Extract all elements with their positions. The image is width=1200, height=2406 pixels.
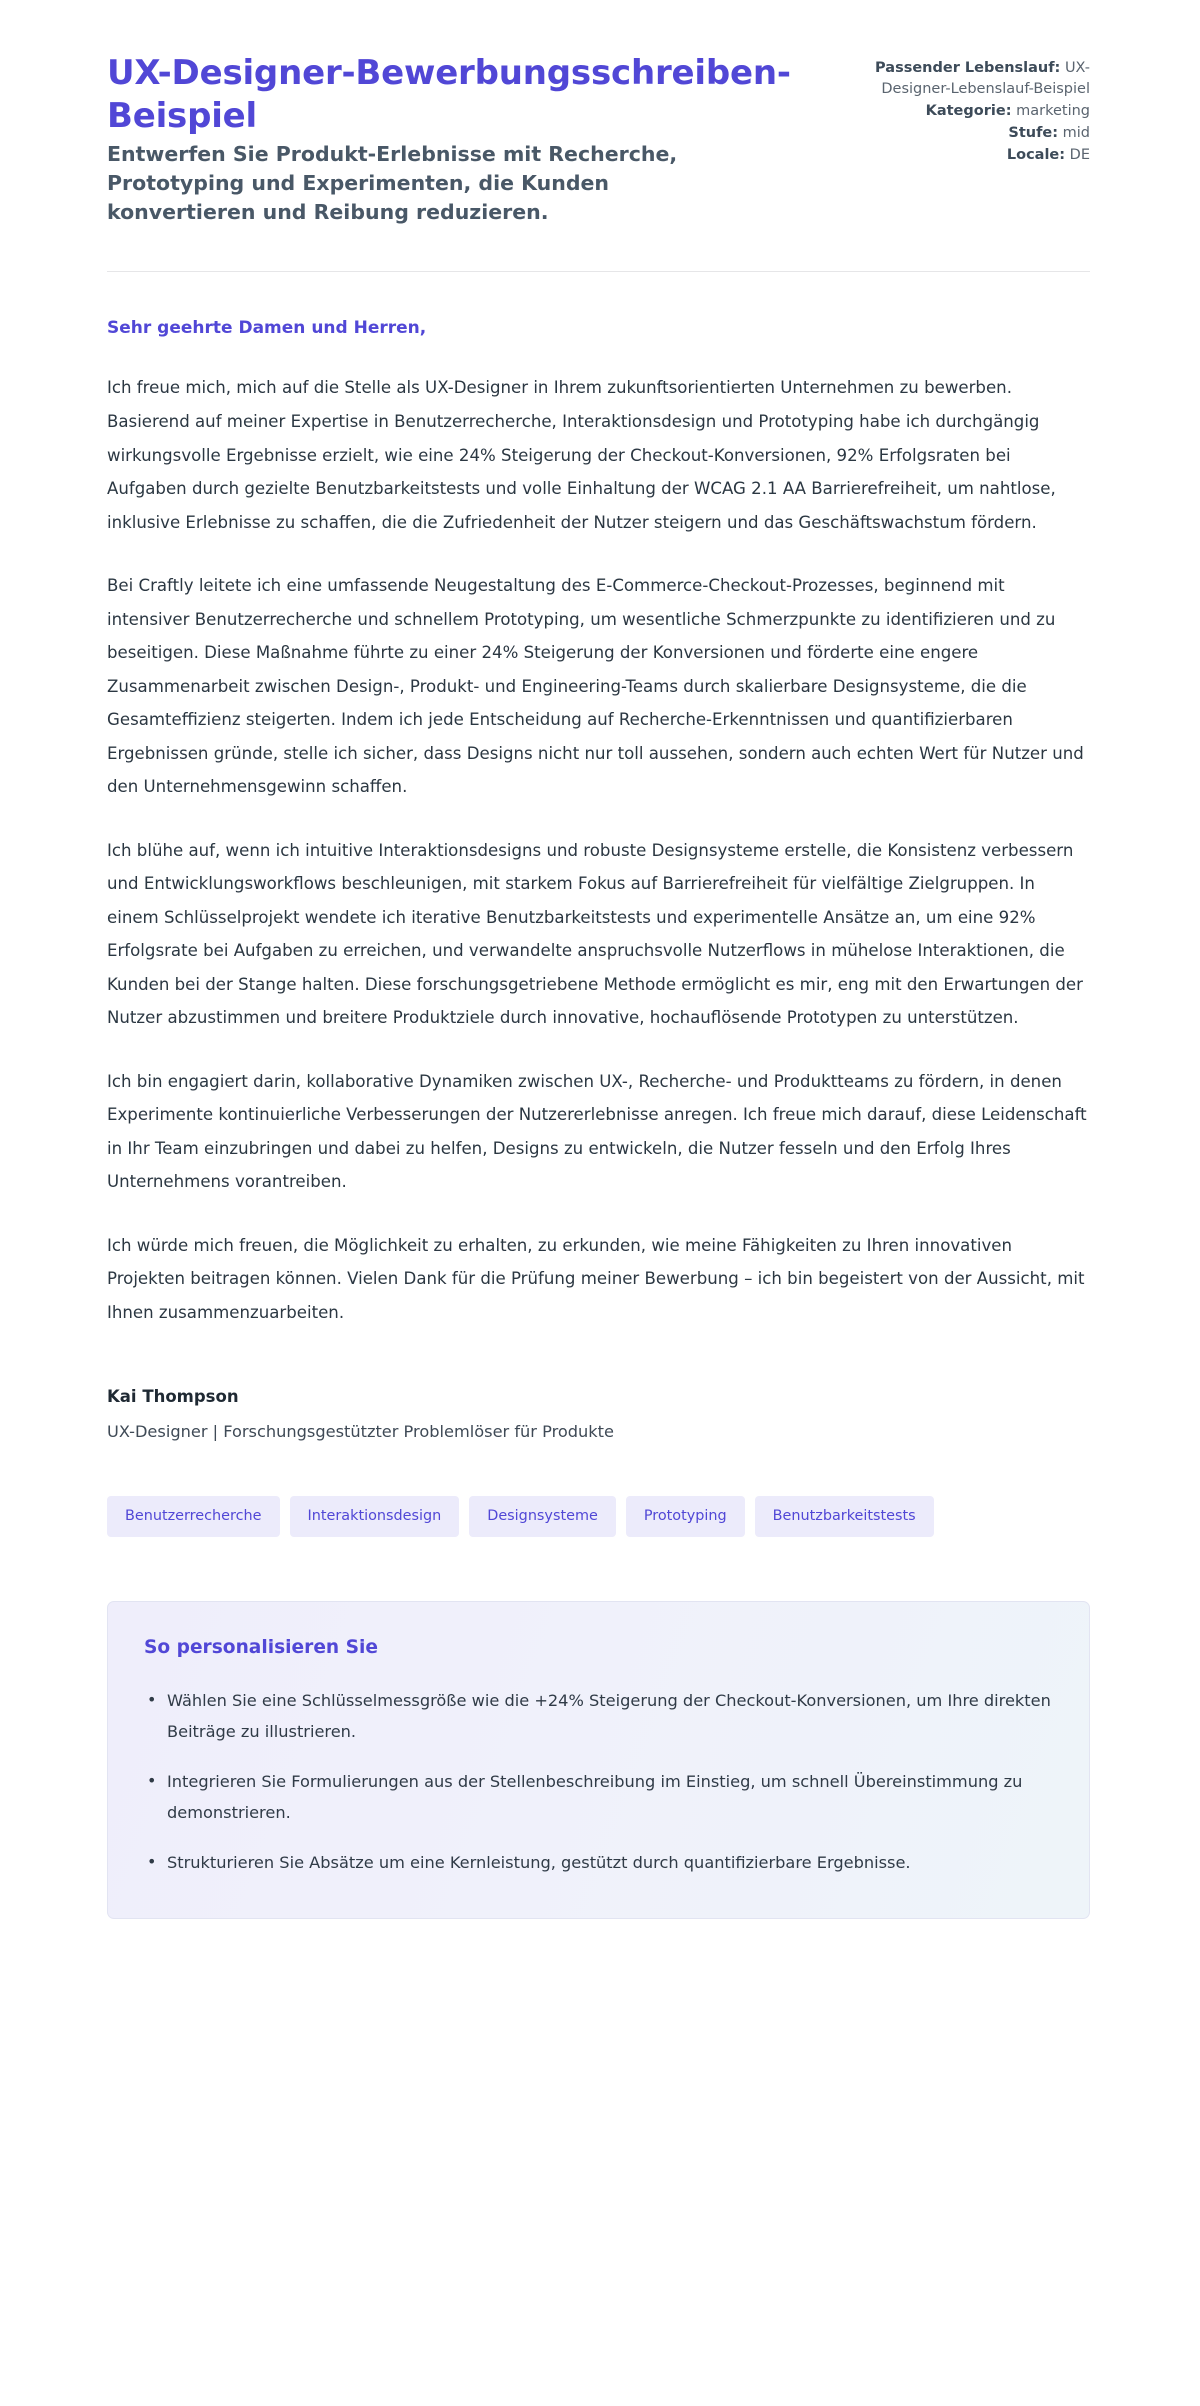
page-title: UX-Designer-Bewerbungsschreiben-Beispiel xyxy=(107,53,791,136)
header-divider xyxy=(107,271,1090,272)
letter-paragraph: Ich bin engagiert darin, kollaborative Dynamiken zwischen UX-, Recherche- und Produktteams zu fördern, in denen Experimente kontinuierliche Verbesserungen der Nutzererlebnisse anregen. Ich freue mich darauf, diese Leidenschaft in Ihr Team einzubringen und dabei zu helfen, Designs zu entwickeln, die Nutzer fesseln und den Erfolg Ihres Unternehmens vorantreiben. xyxy=(107,1071,1087,1192)
signature-role: UX-Designer | Forschungsgestützter Problemlöser für Produkte xyxy=(107,1422,614,1442)
letter-salutation: Sehr geehrte Damen und Herren, xyxy=(107,317,427,338)
meta-row-level xyxy=(855,123,1090,144)
callout-list xyxy=(144,1685,1053,1879)
letter-paragraph: Ich freue mich, mich auf die Stelle als UX-Designer in Ihrem zukunftsorientierten Unternehmen zu bewerben. Basierend auf meiner Expertise in Benutzerrecherche, Interaktionsdesign und Prototyping habe ich durchgängig wirkungsvolle Ergebnisse erzielt, wie eine 24% Steigerung der Checkout-Konversionen, 92% Erfolgsraten bei Aufgaben durch gezielte Benutzbarkeitstests und volle Einhaltung der WCAG 2.1 AA Barrierefreiheit, um nahtlose, inklusive Erlebnisse zu schaffen, die die Zufriedenheit der Nutzer steigern und das Geschäftswachstum fördern. xyxy=(107,378,1056,532)
header-title-block xyxy=(107,52,807,227)
skill-tag[interactable]: Benutzerrecherche xyxy=(107,1496,280,1536)
skill-tag[interactable]: Interaktionsdesign xyxy=(290,1496,460,1536)
skill-tag-list xyxy=(107,1496,1090,1536)
meta-label-matching-resume: Passender Lebenslauf: xyxy=(875,60,1061,76)
skill-tag[interactable]: Benutzbarkeitstests xyxy=(755,1496,934,1536)
letter-paragraph: Ich blühe auf, wenn ich intuitive Interaktionsdesigns und robuste Designsysteme erstelle, die Konsistenz verbessern und Entwicklungsworkflows beschleunigen, mit starkem Fokus auf Barrierefreiheit für vielfältige Zielgruppen. In einem Schlüsselprojekt wendete ich iterative Benutzbarkeitstests und experimentelle Ansätze an, um eine 92% Erfolgsrate bei Aufgaben zu erreichen, und verwandelte anspruchsvolle Nutzerflows in mühelose Interaktionen, die Kunden bei der Stange halten. Diese forschungsgetriebene Methode ermöglicht es mir, eng mit den Erwartungen der Nutzer abzustimmen und breitere Produktziele durch innovative, hochauflösende Prototypen zu unterstützen. xyxy=(107,840,1083,1028)
letter-paragraph: Ich würde mich freuen, die Möglichkeit zu erhalten, zu erkunden, wie meine Fähigkeiten zu Ihren innovativen Projekten beitragen können. Vielen Dank für die Prüfung meiner Bewerbung – ich bin begeistert von der Aussicht, mit Ihnen zusammenzuarbeiten. xyxy=(107,1235,1085,1322)
page-header xyxy=(0,0,1200,227)
callout-title: So personalisieren Sie xyxy=(144,1636,379,1658)
callout-list-item: • Strukturieren Sie Absätze um eine Kernleistung, gestützt durch quantifizierbare Ergebnisse. xyxy=(144,1847,1053,1878)
signature-name: Kai Thompson xyxy=(107,1387,239,1407)
cover-letter-body xyxy=(0,316,1200,1537)
meta-value-level: mid xyxy=(1062,124,1090,141)
meta-row-matching-resume xyxy=(855,58,1090,100)
signature-block xyxy=(107,1385,1090,1444)
skill-tag[interactable]: Designsysteme xyxy=(469,1496,616,1536)
callout-list-item: • Integrieren Sie Formulierungen aus der Stellenbeschreibung im Einstieg, um schnell Übereinstimmung zu demonstrieren. xyxy=(144,1766,1053,1828)
meta-value-category: marketing xyxy=(1016,102,1090,119)
meta-value-matching-resume: UX-Designer-Lebenslauf-Beispiel xyxy=(881,60,1090,97)
meta-row-locale xyxy=(855,145,1090,166)
document-metadata xyxy=(855,52,1090,166)
callout-list-item: • Wählen Sie eine Schlüsselmessgröße wie die +24% Steigerung der Checkout-Konversionen, um Ihre direkten Beiträge zu illustrieren. xyxy=(144,1685,1053,1747)
meta-label-locale: Locale: xyxy=(1006,146,1066,163)
meta-value-locale: DE xyxy=(1069,146,1090,163)
skill-tag[interactable]: Prototyping xyxy=(626,1496,745,1536)
meta-label-level: Stufe: xyxy=(1008,124,1059,141)
page-subtitle: Entwerfen Sie Produkt-Erlebnisse mit Recherche, Prototyping und Experimenten, die Kunden konvertieren und Reibung reduzieren. xyxy=(107,141,678,224)
meta-label-category: Kategorie: xyxy=(925,102,1012,119)
meta-row-category xyxy=(855,101,1090,122)
personalization-callout xyxy=(107,1601,1090,1920)
letter-paragraph: Bei Craftly leitete ich eine umfassende Neugestaltung des E-Commerce-Checkout-Prozesses, beginnend mit intensiver Benutzerrecherche und schnellem Prototyping, um wesentliche Schmerzpunkte zu identifizieren und zu beseitigen. Diese Maßnahme führte zu einer 24% Steigerung der Konversionen und förderte eine engere Zusammenarbeit zwischen Design-, Produkt- und Engineering-Teams durch skalierbare Designsysteme, die die Gesamteffizienz steigerten. Indem ich jede Entscheidung auf Recherche-Erkenntnissen und quantifizierbaren Ergebnissen gründe, stelle ich sicher, dass Designs nicht nur toll aussehen, sondern auch echten Wert für Nutzer und den Unternehmensgewinn schaffen. xyxy=(107,576,1084,797)
